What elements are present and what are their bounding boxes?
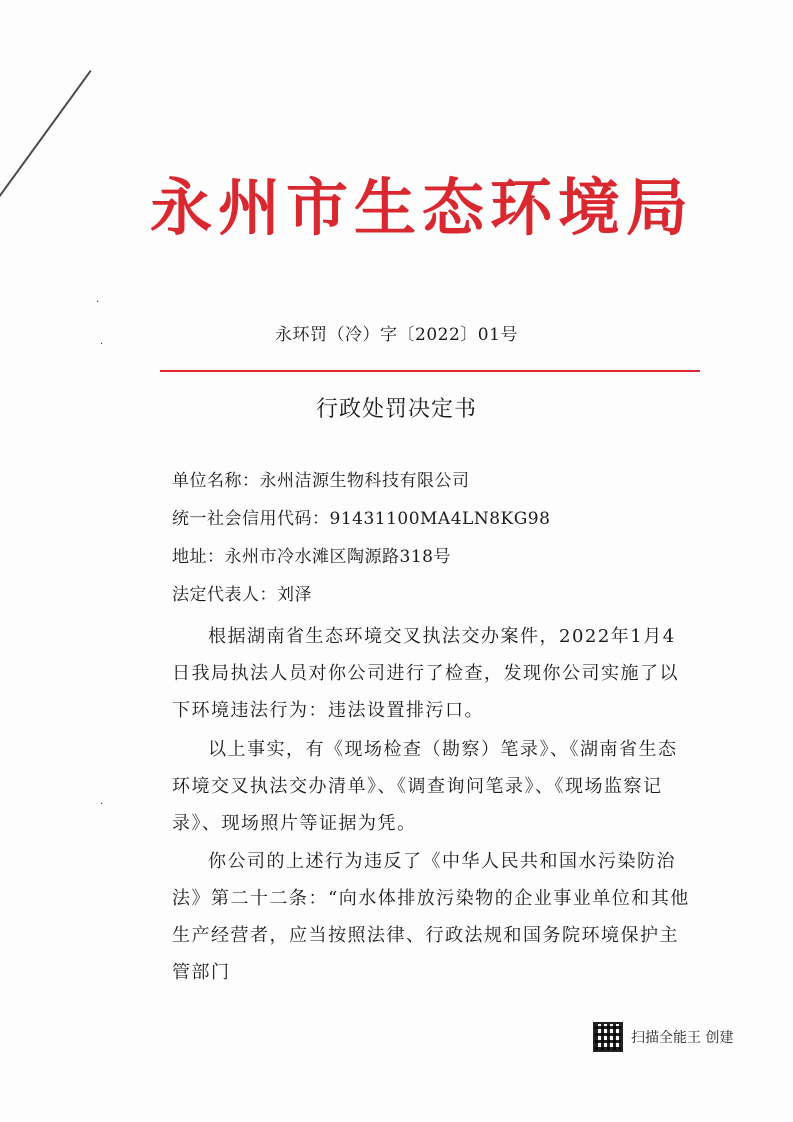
scanner-watermark [593,1022,733,1052]
paragraph-text: 以上事实，有《现场检查（勘察）笔录》、《湖南省生态环境交叉执法交办清单》、《调查询问笔录》、《现场监察记录》、现场照片等证据为凭。 [172,739,678,834]
document-number: 永环罚（冷）字〔2022〕01号 [275,325,518,345]
credit-code-field [172,508,550,530]
scan-speck: · [100,799,104,810]
legal-rep-value: 刘泽 [277,585,312,605]
address-label: 地址： [172,547,225,567]
unit-name-value: 永州洁源生物科技有限公司 [259,471,470,491]
body-paragraph-2 [172,731,692,842]
legal-rep-field [172,584,312,606]
unit-name-field [172,470,470,492]
agency-letterhead: 永州市生态环境局 [150,171,695,244]
qr-code-icon [593,1022,623,1052]
red-divider [160,370,700,372]
body-paragraph-3 [172,843,692,991]
document-title: 行政处罚决定书 [315,397,477,422]
body-paragraph-1 [172,618,692,729]
scan-speck: · [100,339,104,350]
credit-code-value: 91431100MA4LN8KG98 [329,509,551,529]
paragraph-text: 根据湖南省生态环境交叉执法交办案件，2022年1月4日我局执法人员对你公司进行了检查，发现你公司实施了以下环境违法行为：违法设置排污口。 [172,626,679,721]
scan-artifact-line [0,70,91,257]
address-field [172,546,451,568]
unit-name-label: 单位名称： [172,471,260,491]
watermark-text: 扫描全能王 创建 [631,1030,734,1046]
legal-rep-label: 法定代表人： [172,585,277,605]
paragraph-text: 你公司的上述行为违反了《中华人民共和国水污染防治法》第二十二条：“向水体排放污染物的企业事业单位和其他生产经营者，应当按照法律、行政法规和国务院环境保护主管部门 [172,851,690,983]
scan-speck: · [96,297,100,308]
address-value: 永州市冷水滩区陶源路318号 [224,547,451,567]
credit-code-label: 统一社会信用代码： [172,509,330,529]
